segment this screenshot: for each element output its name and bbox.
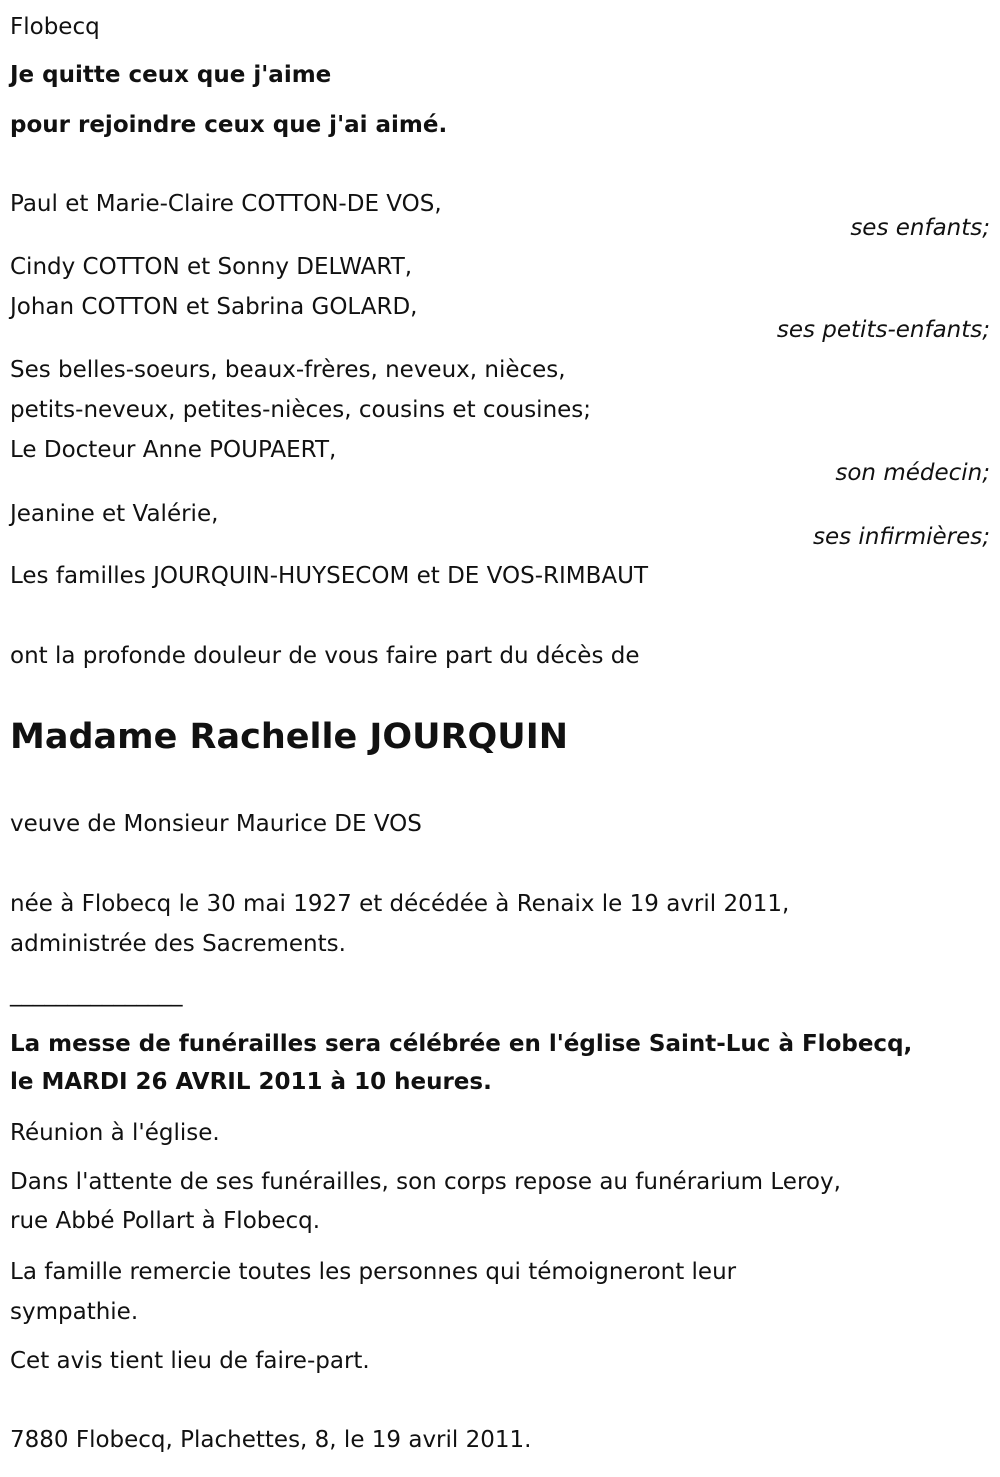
meeting-info: Réunion à l'église.	[10, 1120, 220, 1146]
quote-line: pour rejoindre ceux que j'ai aimé.	[10, 112, 448, 138]
funeral-info: le MARDI 26 AVRIL 2011 à 10 heures.	[10, 1069, 492, 1095]
quote-line: Je quitte ceux que j'aime	[10, 62, 332, 88]
family-member: petits-neveux, petites-nièces, cousins et cousines;	[10, 397, 592, 423]
thanks: sympathie.	[10, 1299, 139, 1325]
notice: Cet avis tient lieu de faire-part.	[10, 1348, 370, 1374]
address: 7880 Flobecq, Plachettes, 8, le 19 avril 2011.	[10, 1427, 532, 1453]
widow-of: veuve de Monsieur Maurice DE VOS	[10, 811, 422, 837]
family-role: son médecin;	[835, 460, 990, 486]
family-member: Jeanine et Valérie,	[10, 501, 219, 527]
announcement: ont la profonde douleur de vous faire part du décès de	[10, 643, 640, 669]
family-member: Paul et Marie-Claire COTTON-DE VOS,	[10, 191, 442, 217]
separator: _______________	[10, 981, 183, 1007]
place-heading: Flobecq	[10, 14, 100, 40]
family-member: Ses belles-soeurs, beaux-frères, neveux, nièces,	[10, 357, 566, 383]
funeral-info: La messe de funérailles sera célébrée en l'église Saint-Luc à Flobecq,	[10, 1031, 913, 1057]
family-member: Johan COTTON et Sabrina GOLARD,	[10, 294, 418, 320]
family-member: Le Docteur Anne POUPAERT,	[10, 437, 337, 463]
family-role: ses enfants;	[850, 215, 990, 241]
family-member: Les familles JOURQUIN-HUYSECOM et DE VOS-RIMBAUT	[10, 563, 648, 589]
repose-info: Dans l'attente de ses funérailles, son corps repose au funérarium Leroy,	[10, 1169, 841, 1195]
family-role: ses petits-enfants;	[776, 317, 990, 343]
family-member: Cindy COTTON et Sonny DELWART,	[10, 254, 413, 280]
family-role: ses infirmières;	[813, 524, 990, 550]
birth-death: administrée des Sacrements.	[10, 931, 346, 957]
deceased-name: Madame Rachelle JOURQUIN	[10, 717, 569, 757]
birth-death: née à Flobecq le 30 mai 1927 et décédée à Renaix le 19 avril 2011,	[10, 891, 790, 917]
repose-info: rue Abbé Pollart à Flobecq.	[10, 1208, 321, 1234]
thanks: La famille remercie toutes les personnes qui témoigneront leur	[10, 1259, 737, 1285]
